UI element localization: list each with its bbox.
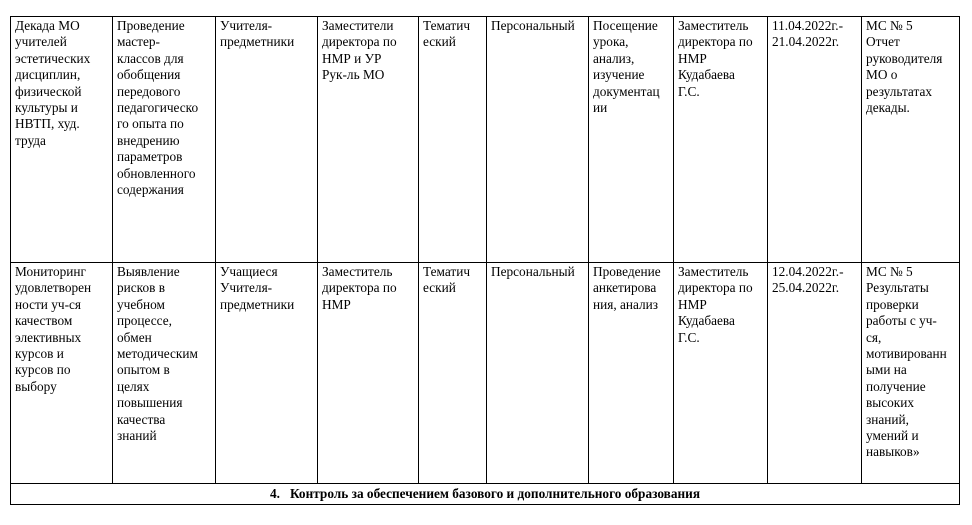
- responsible-text: Заместители директора по НМР и УР Рук-ль МО: [322, 18, 397, 83]
- dates-cell: [768, 263, 862, 484]
- control-type-cell: [419, 17, 487, 263]
- result-cell: [862, 17, 960, 263]
- goal-cell: [113, 17, 216, 263]
- table-row: [11, 263, 960, 484]
- methods-text: Посещение урока, анализ, изучение документац ии: [593, 18, 660, 116]
- section-title: Контроль за обеспечением базового и дополнительного образования: [289, 486, 701, 501]
- dates-cell: [768, 17, 862, 263]
- object-cell: [216, 263, 318, 484]
- control-plan-table: [10, 16, 960, 505]
- control-form-text: Персональный: [491, 264, 575, 279]
- dates-text: 12.04.2022г.- 25.04.2022г.: [772, 264, 844, 296]
- section-number: 4.: [269, 486, 280, 501]
- control-type-cell: [419, 263, 487, 484]
- event-cell: [11, 263, 113, 484]
- result-text: МС № 5 Результаты проверки работы с уч- ся, мотивированн ыми на получение высоких знаний, умений и навыков»: [866, 264, 947, 460]
- event-cell: [11, 17, 113, 263]
- control-type-text: Тематич еский: [423, 264, 471, 296]
- goal-cell: [113, 263, 216, 484]
- object-cell: [216, 17, 318, 263]
- control-form-cell: [487, 263, 589, 484]
- result-text: МС № 5 Отчет руководителя МО о результатах декады.: [866, 18, 943, 116]
- methods-text: Проведение анкетирова ния, анализ: [593, 264, 661, 312]
- executor-cell: [674, 263, 768, 484]
- object-text: Учащиеся Учителя- предметники: [220, 264, 295, 312]
- methods-cell: [589, 17, 674, 263]
- dates-text: 11.04.2022г.- 21.04.2022г.: [772, 18, 844, 50]
- event-text: Мониторинг удовлетворен ности уч-ся качеством элективных курсов и курсов по выбору: [15, 264, 92, 394]
- responsible-cell: [318, 17, 419, 263]
- executor-text: Заместитель директора по НМР Кудабаева Г.С.: [678, 264, 753, 345]
- responsible-text: Заместитель директора по НМР: [322, 264, 397, 312]
- methods-cell: [589, 263, 674, 484]
- object-text: Учителя- предметники: [220, 18, 295, 50]
- control-form-cell: [487, 17, 589, 263]
- goal-text: Проведение мастер- классов для обобщения передового педагогическо го опыта по внедрению параметров обновленного содержания: [117, 18, 199, 198]
- result-cell: [862, 263, 960, 484]
- goal-text: Выявление рисков в учебном процессе, обмен методическим опытом в целях повышения качества знаний: [117, 264, 198, 444]
- section-heading: [11, 484, 960, 505]
- executor-text: Заместитель директора по НМР Кудабаева Г.С.: [678, 18, 753, 99]
- section-heading-row: [11, 484, 960, 505]
- executor-cell: [674, 17, 768, 263]
- control-type-text: Тематич еский: [423, 18, 471, 50]
- responsible-cell: [318, 263, 419, 484]
- event-text: Декада МО учителей эстетических дисциплин, физической культуры и НВТП, худ. труда: [15, 18, 91, 148]
- table-row: [11, 17, 960, 263]
- control-form-text: Персональный: [491, 18, 575, 33]
